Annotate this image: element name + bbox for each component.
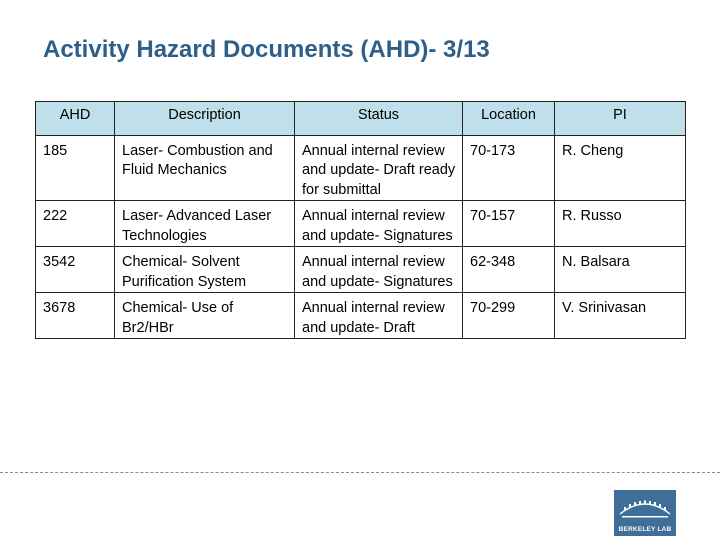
- pi-cell: N. Balsara: [555, 247, 686, 293]
- description-cell: Chemical- Solvent Purification System: [115, 247, 295, 293]
- description-cell: Laser- Combustion and Fluid Mechanics: [115, 135, 295, 201]
- berkeley-lab-logo-icon: [614, 490, 676, 536]
- column-header-status: Status: [295, 102, 463, 136]
- status-cell: Annual internal review and update- Draft: [295, 293, 463, 339]
- ahd-number-cell: 3678: [36, 293, 115, 339]
- column-header-pi: PI: [555, 102, 686, 136]
- location-cell: 62-348: [463, 247, 555, 293]
- status-cell: Annual internal review and update- Signatures: [295, 201, 463, 247]
- ahd-table: [35, 101, 686, 339]
- lab-building-icon: [614, 490, 676, 524]
- table-row: [36, 247, 686, 293]
- description-cell: Chemical- Use of Br2/HBr: [115, 293, 295, 339]
- ahd-number-cell: 185: [36, 135, 115, 201]
- logo-text: BERKELEY LAB: [618, 526, 672, 533]
- pi-cell: R. Russo: [555, 201, 686, 247]
- description-cell: Laser- Advanced Laser Technologies: [115, 201, 295, 247]
- ahd-number-cell: 222: [36, 201, 115, 247]
- column-header-ahd: AHD: [36, 102, 115, 136]
- column-header-description: Description: [115, 102, 295, 136]
- location-cell: 70-299: [463, 293, 555, 339]
- table-row: [36, 135, 686, 201]
- ahd-number-cell: 3542: [36, 247, 115, 293]
- page-title: Activity Hazard Documents (AHD)- 3/13: [43, 36, 490, 63]
- status-cell: Annual internal review and update- Signatures: [295, 247, 463, 293]
- table-header-row: [36, 102, 686, 136]
- table-row: [36, 293, 686, 339]
- location-cell: 70-173: [463, 135, 555, 201]
- column-header-location: Location: [463, 102, 555, 136]
- location-cell: 70-157: [463, 201, 555, 247]
- table-row: [36, 201, 686, 247]
- status-cell: Annual internal review and update- Draft ready for submittal: [295, 135, 463, 201]
- footer-divider: [0, 472, 720, 473]
- pi-cell: V. Srinivasan: [555, 293, 686, 339]
- pi-cell: R. Cheng: [555, 135, 686, 201]
